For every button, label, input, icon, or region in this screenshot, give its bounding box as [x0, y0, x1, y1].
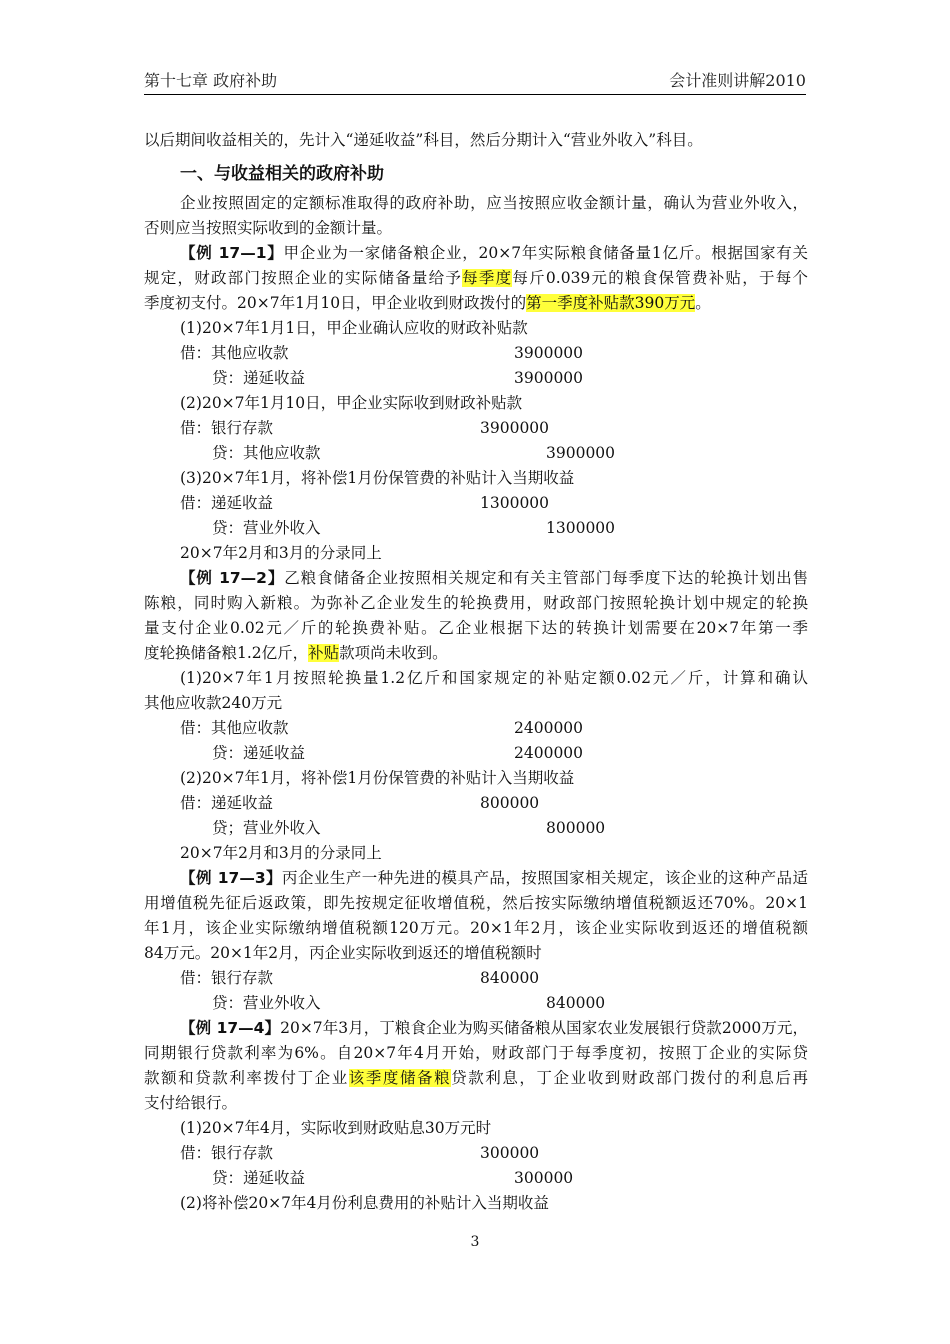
journal-credit: 贷：其他应收款 3900000 [144, 441, 808, 466]
step-line: 20×7年2月和3月的分录同上 [180, 544, 382, 562]
journal-credit: 贷：营业外收入 840000 [144, 991, 808, 1016]
example-2-line: 【例 17—2】乙粮食储备企业按照相关规定和有关主管部门每季度下达的轮换计划出售 [180, 569, 808, 587]
amount: 300000 [480, 1144, 540, 1162]
example-label: 【例 17—1】 [180, 244, 284, 262]
journal-credit: 贷：营业外收入 1300000 [144, 516, 808, 541]
example-4-line: 【例 17—4】20×7年3月，丁粮食企业为购买储备粮从国家农业发展银行贷款2000万元， [180, 1019, 808, 1037]
step-line: (1)20×7年1月按照轮换量1.2亿斤和国家规定的补贴定额0.02元／斤，计算和确认 [180, 669, 808, 687]
section-heading: 一、与收益相关的政府补助 [180, 164, 384, 184]
step-line: (2)20×7年1月10日，甲企业实际收到财政补贴款 [180, 394, 523, 412]
journal-credit: 贷：递延收益 2400000 [144, 741, 808, 766]
example-3-line: 年1月，该企业实际缴纳增值税额120万元。20×1年2月，该企业实际收到返还的增值税额 [144, 919, 808, 937]
intro-paragraph: 以后期间收益相关的，先计入“递延收益”科目，然后分期计入“营业外收入”科目。 [144, 131, 703, 149]
journal-debit: 借：银行存款 840000 [144, 966, 808, 991]
paragraph-line: 企业按照固定的定额标准取得的政府补助，应当按照应收金额计量，确认为营业外收入， [180, 194, 808, 212]
example-4-line: 同期银行贷款利率为6%。自20×7年4月开始，财政部门于每季度初，按照丁企业的实际贷 [144, 1044, 808, 1062]
page-header [144, 64, 806, 95]
example-label: 【例 17—2】 [180, 569, 285, 587]
page-number: 3 [470, 1234, 480, 1250]
step-line: (1)20×7年1月1日，甲企业确认应收的财政补贴款 [180, 319, 528, 337]
step-line: 20×7年2月和3月的分录同上 [180, 844, 382, 862]
page-body [144, 128, 808, 1216]
highlight: 该季度储备粮 [348, 1069, 452, 1087]
amount: 3900000 [546, 444, 616, 462]
highlight: 每季度 [462, 269, 513, 287]
highlight: 补贴 [308, 644, 340, 662]
step-line: (3)20×7年1月，将补偿1月份保管费的补贴计入当期收益 [180, 469, 575, 487]
example-2-line: 陈粮，同时购入新粮。为弥补乙企业发生的轮换费用，财政部门按照轮换计划中规定的轮换 [144, 594, 808, 612]
example-3-line: 用增值税先征后返政策，即先按规定征收增值税，然后按实际缴纳增值税额返还70%。20×1 [144, 894, 808, 912]
amount: 800000 [480, 794, 540, 812]
journal-debit: 借：递延收益 800000 [144, 791, 808, 816]
step-line: (2)将补偿20×7年4月份利息费用的补贴计入当期收益 [180, 1194, 549, 1212]
journal-debit: 借：其他应收款 2400000 [144, 716, 808, 741]
amount: 840000 [546, 994, 606, 1012]
step-line: (2)20×7年1月，将补偿1月份保管费的补贴计入当期收益 [180, 769, 575, 787]
journal-credit: 贷；营业外收入 800000 [144, 816, 808, 841]
step-line: (1)20×7年4月，实际收到财政贴息30万元时 [180, 1119, 492, 1137]
example-1-line: 季度初支付。20×7年1月10日，甲企业收到财政拨付的第一季度补贴款390万元。 [144, 294, 711, 312]
book-title: 会计准则讲解2010 [669, 71, 806, 90]
journal-debit: 借：银行存款 3900000 [144, 416, 808, 441]
paragraph-line: 否则应当按照实际收到的金额计量。 [144, 219, 393, 237]
amount: 1300000 [480, 494, 550, 512]
amount: 3900000 [514, 369, 584, 387]
amount: 800000 [546, 819, 606, 837]
journal-debit: 借：递延收益 1300000 [144, 491, 808, 516]
example-3-line: 【例 17—3】丙企业生产一种先进的模具产品，按照国家相关规定，该企业的这种产品适 [180, 869, 808, 887]
amount: 1300000 [546, 519, 616, 537]
journal-credit: 贷：递延收益 3900000 [144, 366, 808, 391]
journal-credit: 贷：递延收益 300000 [144, 1166, 808, 1191]
example-4-line: 支付给银行。 [144, 1094, 238, 1112]
amount: 300000 [514, 1169, 574, 1187]
example-1-line: 【例 17—1】甲企业为一家储备粮企业，20×7年实际粮食储备量1亿斤。根据国家有关 [180, 244, 808, 262]
chapter-title: 第十七章 政府补助 [144, 71, 278, 90]
example-label: 【例 17—3】 [180, 869, 283, 887]
example-2-line: 量支付企业0.02元／斤的轮换费补贴。乙企业根据下达的转换计划需要在20×7年第一季 [144, 619, 808, 637]
example-2-line: 度轮换储备粮1.2亿斤，补贴款项尚未收到。 [144, 644, 448, 662]
step-line: 其他应收款240万元 [144, 694, 283, 712]
example-4-line: 款额和贷款利率拨付丁企业该季度储备粮贷款利息，丁企业收到财政部门拨付的利息后再 [144, 1069, 808, 1087]
journal-debit: 借：其他应收款 3900000 [144, 341, 808, 366]
amount: 2400000 [514, 719, 584, 737]
amount: 2400000 [514, 744, 584, 762]
amount: 3900000 [480, 419, 550, 437]
example-label: 【例 17—4】 [180, 1019, 281, 1037]
example-1-line: 规定，财政部门按照企业的实际储备量给予每季度每斤0.039元的粮食保管费补贴，于每个 [144, 269, 808, 287]
amount: 840000 [480, 969, 540, 987]
highlight: 第一季度补贴款390万元 [526, 294, 696, 312]
example-3-line: 84万元。20×1年2月，丙企业实际收到返还的增值税额时 [144, 944, 542, 962]
journal-debit: 借：银行存款 300000 [144, 1141, 808, 1166]
amount: 3900000 [514, 344, 584, 362]
